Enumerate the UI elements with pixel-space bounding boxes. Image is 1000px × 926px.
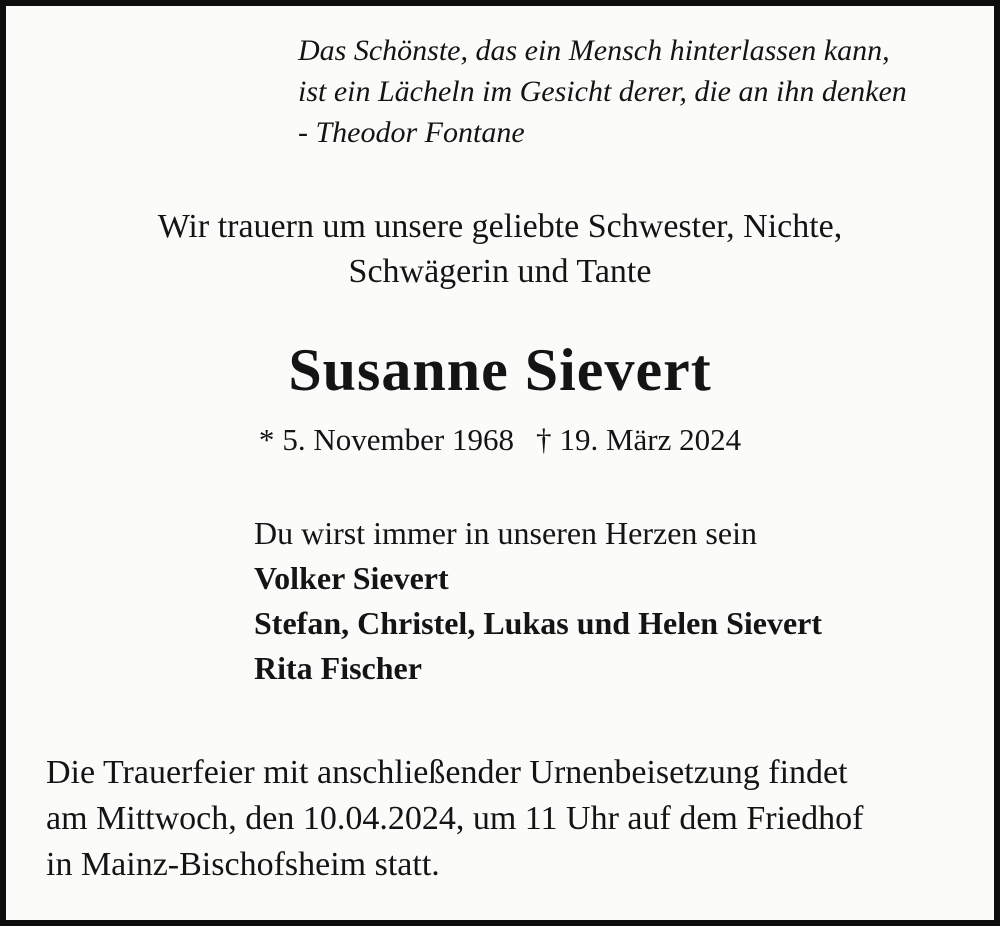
quote-line-2: ist ein Lächeln im Gesicht derer, die an ihn denken bbox=[298, 75, 907, 108]
birth-date-group bbox=[259, 422, 514, 457]
funeral-line-2: am Mittwoch, den 10.04.2024, um 11 Uhr auf dem Friedhof bbox=[46, 800, 864, 837]
birth-date: 5. November 1968 bbox=[282, 422, 514, 457]
farewell-and-mourners bbox=[254, 511, 822, 691]
death-cross-symbol: † bbox=[535, 422, 552, 457]
funeral-information bbox=[46, 750, 863, 888]
mourning-intro bbox=[6, 204, 994, 294]
birth-star-symbol: * bbox=[258, 422, 275, 457]
funeral-line-1: Die Trauerfeier mit anschließender Urnenbeisetzung findet bbox=[46, 754, 848, 791]
death-date-group bbox=[536, 422, 741, 458]
mourner-name: Volker Sievert bbox=[254, 560, 449, 596]
quote-line-1: Das Schönste, das ein Mensch hinterlassen kann, bbox=[298, 34, 890, 67]
death-date: 19. März 2024 bbox=[559, 422, 742, 457]
mourner-name: Rita Fischer bbox=[254, 650, 422, 686]
farewell-line: Du wirst immer in unseren Herzen sein bbox=[254, 515, 757, 551]
intro-line-1: Wir trauern um unsere geliebte Schwester, Nichte, bbox=[157, 208, 843, 245]
mourner-name: Stefan, Christel, Lukas und Helen Sievert bbox=[254, 605, 823, 641]
quote-attribution: - Theodor Fontane bbox=[298, 116, 525, 149]
life-dates bbox=[6, 422, 994, 458]
funeral-line-3: in Mainz-Bischofsheim statt. bbox=[46, 846, 440, 883]
intro-line-2: Schwägerin und Tante bbox=[348, 253, 652, 290]
memorial-quote bbox=[298, 30, 907, 153]
deceased-name: Susanne Sievert bbox=[288, 337, 712, 403]
